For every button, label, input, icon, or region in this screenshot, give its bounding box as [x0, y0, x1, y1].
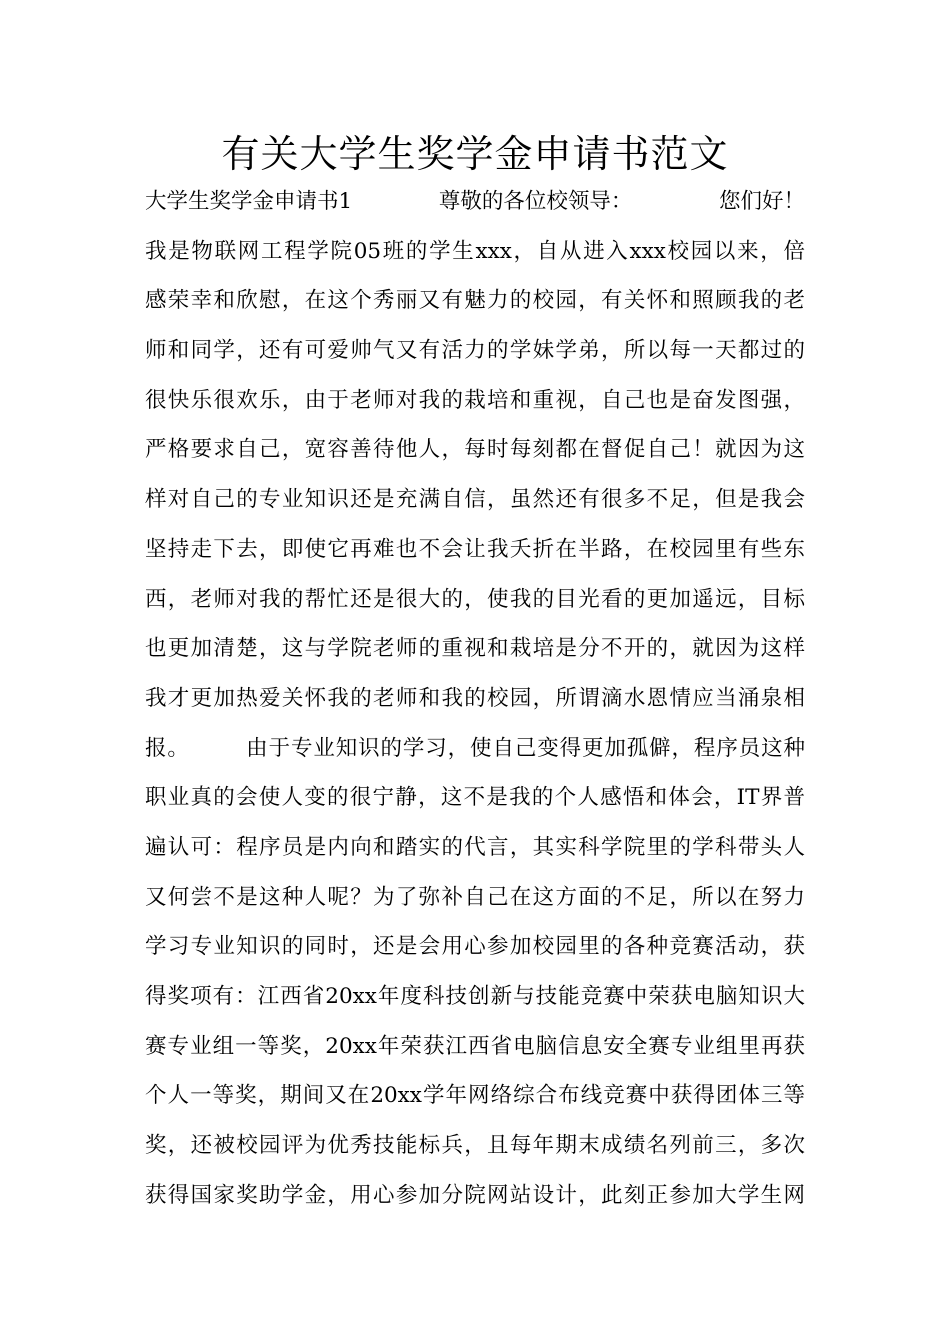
body-line: 样对自己的专业知识还是充满自信，虽然还有很多不足，但是我会	[145, 487, 805, 513]
body-line: 得奖项有：江西省20xx年度科技创新与技能竞赛中荣获电脑知识大	[145, 984, 805, 1009]
body-line: 学习专业知识的同时，还是会用心参加校园里的各种竞赛活动，获	[145, 934, 805, 960]
letter-heading: 大学生奖学金申请书1	[145, 189, 353, 214]
body-line: 也更加清楚，这与学院老师的重视和栽培是分不开的，就因为这样	[145, 636, 805, 662]
body-line: 报。 由于专业知识的学习，使自己变得更加孤僻，程序员这种	[145, 735, 805, 761]
body-line: 遍认可：程序员是内向和踏实的代言，其实科学院里的学科带头人	[145, 834, 805, 860]
body-line: 我是物联网工程学院05班的学生xxx，自从进入xxx校园以来，倍	[145, 238, 805, 264]
body-line: 坚持走下去，即使它再难也不会让我夭折在半路，在校园里有些东	[145, 536, 805, 562]
body-line: 西，老师对我的帮忙还是很大的，使我的目光看的更加遥远，目标	[145, 586, 805, 612]
body-line: 职业真的会使人变的很宁静，这不是我的个人感悟和体会，IT界普	[145, 785, 805, 811]
body-line: 很快乐很欢乐，由于老师对我的栽培和重视，自己也是奋发图强，	[145, 387, 805, 413]
salutation: 尊敬的各位校领导：	[438, 189, 633, 214]
body-line: 赛专业组一等奖，20xx年荣获江西省电脑信息安全赛专业组里再获	[145, 1033, 805, 1059]
greeting: 您们好！	[718, 189, 805, 214]
body-line: 严格要求自己，宽容善待他人，每时每刻都在督促自己！就因为这	[145, 437, 805, 463]
greeting-line	[145, 177, 805, 227]
document-body	[145, 177, 805, 1220]
body-line: 又何尝不是这种人呢？为了弥补自己在这方面的不足，所以在努力	[145, 884, 805, 910]
body-line: 奖，还被校园评为优秀技能标兵，且每年期末成绩名列前三，多次	[145, 1133, 805, 1159]
body-line: 师和同学，还有可爱帅气又有活力的学妹学弟，所以每一天都过的	[145, 338, 805, 364]
body-line: 个人一等奖，期间又在20xx学年网络综合布线竞赛中获得团体三等	[145, 1083, 805, 1109]
body-line: 我才更加热爱关怀我的老师和我的校园，所谓滴水恩情应当涌泉相	[145, 685, 805, 711]
document-title: 有关大学生奖学金申请书范文	[221, 132, 729, 176]
body-line: 感荣幸和欣慰，在这个秀丽又有魅力的校园，有关怀和照顾我的老	[145, 288, 805, 314]
body-line: 获得国家奖助学金，用心参加分院网站设计，此刻正参加大学生网	[145, 1182, 805, 1208]
